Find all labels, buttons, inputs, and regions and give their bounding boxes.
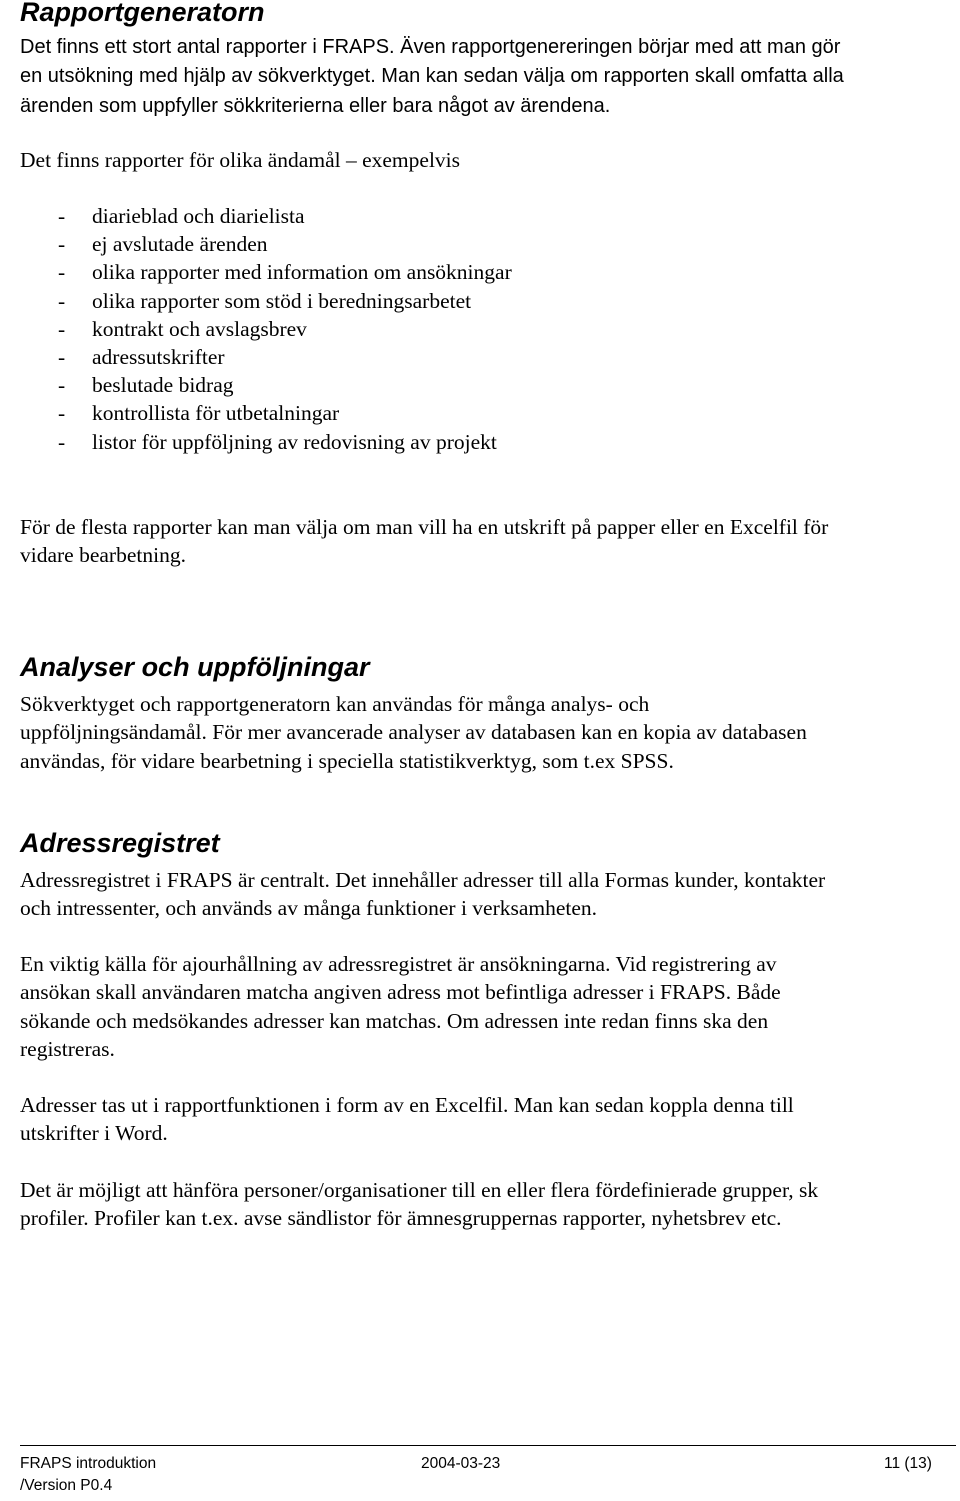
paragraph-line: Sökverktyget och rapportgeneratorn kan användas för många analys- och	[20, 692, 650, 716]
analyser-paragraph	[20, 690, 950, 775]
bullet-dash: -	[58, 288, 66, 313]
list-item-text: adressutskrifter	[92, 345, 225, 370]
output-format-paragraph	[20, 513, 950, 570]
list-item	[20, 428, 512, 456]
list-item-text: beslutade bidrag	[92, 373, 234, 398]
purpose-intro	[20, 146, 950, 174]
list-item-text: olika rapporter med information om ansökningar	[92, 260, 512, 285]
heading-analyser: Analyser och uppföljningar	[20, 652, 370, 682]
paragraph-line: Adressregistret i FRAPS är centralt. Det innehåller adresser till alla Formas kunder, kontakter	[20, 868, 826, 892]
paragraph-line: För de flesta rapporter kan man välja om man vill ha en utskrift på papper eller en Excelfil för	[20, 515, 829, 539]
bullet-dash: -	[58, 345, 66, 370]
list-item-text: olika rapporter som stöd i beredningsarbetet	[92, 288, 472, 313]
paragraph-line: Det är möjligt att hänföra personer/organisationer till en eller flera fördefinierade grupper, sk	[20, 1178, 819, 1202]
bullet-dash: -	[58, 316, 66, 341]
footer-page-number: 11 (13)	[884, 1455, 932, 1472]
paragraph-line: sökande och medsökandes adresser kan matchas. Om adressen inte redan finns ska den	[20, 1008, 769, 1033]
paragraph-line: användas, för vidare bearbetning i speciella statistikverktyg, som t.ex SPSS.	[20, 748, 674, 773]
list-item	[20, 230, 512, 258]
bullet-dash: -	[58, 429, 66, 454]
list-item-text: listor för uppföljning av redovisning av projekt	[92, 429, 497, 454]
bullet-dash: -	[58, 260, 66, 285]
rapportgeneratorn-intro-paragraph	[20, 33, 950, 121]
list-item-text: kontrakt och avslagsbrev	[92, 316, 307, 341]
paragraph-line: profiler. Profiler kan t.ex. avse sändlistor för ämnesgruppernas rapporter, nyhetsbrev etc.	[20, 1206, 782, 1231]
footer-date: 2004-03-23	[421, 1455, 501, 1472]
list-item	[20, 371, 512, 399]
list-item	[20, 399, 512, 427]
bullet-dash: -	[58, 401, 66, 426]
paragraph-line: Adresser tas ut i rapportfunktionen i form av en Excelfil. Man kan sedan koppla denna till	[20, 1093, 794, 1117]
adressregistret-paragraph-4	[20, 1176, 950, 1233]
list-item	[20, 343, 512, 371]
paragraph-line: uppföljningsändamål. För mer avancerade analyser av databasen kan en kopia av databasen	[20, 720, 807, 745]
paragraph-line: Det finns rapporter för olika ändamål – exempelvis	[20, 148, 461, 172]
list-item	[20, 315, 512, 343]
adressregistret-paragraph-1	[20, 866, 950, 923]
list-item	[20, 258, 512, 286]
list-item-text: ej avslutade ärenden	[92, 232, 268, 257]
paragraph-line: En viktig källa för ajourhållning av adressregistret är ansökningarna. Vid registrering av	[20, 952, 777, 976]
paragraph-line: en utsökning med hjälp av sökverktyget. Man kan sedan välja om rapporten skall omfatta alla	[20, 65, 844, 88]
list-item-text: diarieblad och diarielista	[92, 204, 305, 228]
footer-doc-title: FRAPS introduktion	[20, 1455, 157, 1472]
list-item	[20, 287, 512, 315]
bullet-dash: -	[58, 373, 66, 398]
paragraph-line: utskrifter i Word.	[20, 1121, 168, 1146]
bullet-dash: -	[58, 204, 66, 228]
footer-version: /Version P0.4	[20, 1477, 113, 1494]
heading-rapportgeneratorn: Rapportgeneratorn	[20, 0, 265, 27]
paragraph-line: ärenden som uppfyller sökkriterierna eller bara något av ärendena.	[20, 94, 611, 117]
report-types-list	[20, 202, 512, 456]
adressregistret-paragraph-2	[20, 950, 950, 1063]
paragraph-line: registreras.	[20, 1036, 115, 1061]
paragraph-line: Det finns ett stort antal rapporter i FRAPS. Även rapportgenereringen börjar med att man gör	[20, 36, 841, 58]
paragraph-line: vidare bearbetning.	[20, 543, 186, 568]
paragraph-line: och intressenter, och används av många funktioner i verksamheten.	[20, 896, 598, 921]
list-item	[20, 202, 512, 230]
list-item-text: kontrollista för utbetalningar	[92, 401, 340, 426]
adressregistret-paragraph-3	[20, 1091, 950, 1148]
footer-rule	[20, 1445, 956, 1446]
heading-adressregistret: Adressregistret	[20, 828, 220, 858]
paragraph-line: ansökan skall användaren matcha angiven adress mot befintliga adresser i FRAPS. Både	[20, 980, 781, 1005]
bullet-dash: -	[58, 232, 66, 257]
